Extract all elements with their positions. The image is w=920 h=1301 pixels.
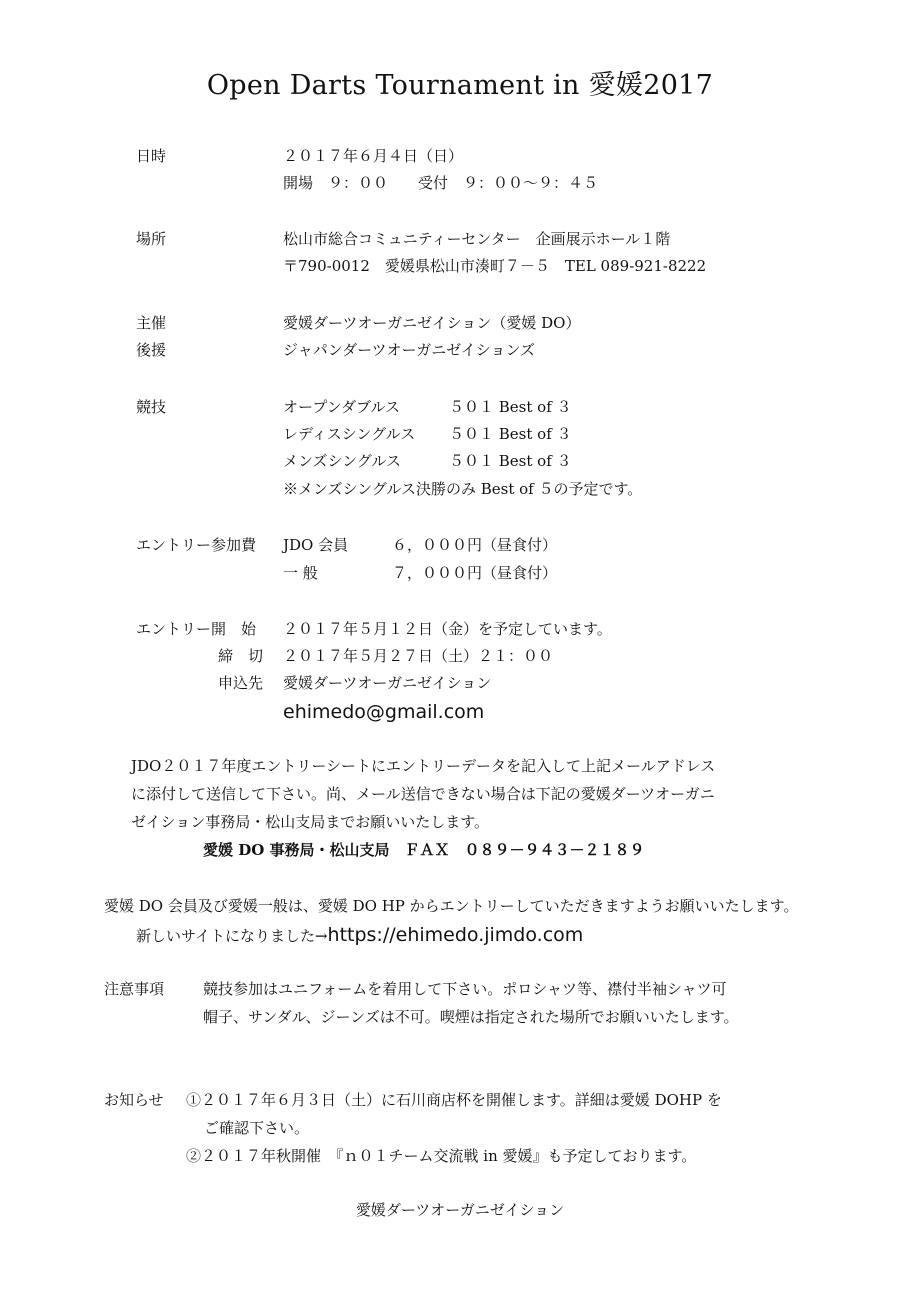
entry-email[interactable]: ehimedo@gmail.com <box>283 701 485 723</box>
event-item-name: メンズシングルス <box>283 452 401 470</box>
event-item-format: ５０１ Best of ３ <box>449 452 572 470</box>
organizer-label: 主催 <box>136 314 167 332</box>
fee-amount: ７，０００円（昼食付） <box>392 564 558 582</box>
members-line: 愛媛 DO 会員及び愛媛一般は、愛媛 DO HP からエントリーしていただきますようお願いいたします。 <box>104 897 799 915</box>
sponsor-value: ジャパンダーツオーガニゼイションズ <box>283 341 536 359</box>
entry-deadline-label: 締 切 <box>218 647 264 665</box>
entry-apply-label: 申込先 <box>218 674 264 692</box>
notice-line: ①２０１７年６月３日（土）に石川商店杯を開催します。詳細は愛媛 DOHP を <box>186 1091 722 1109</box>
fee-label: エントリー参加費 <box>136 536 257 554</box>
fee-type: JDO 会員 <box>283 536 349 554</box>
fax-contact: 愛媛 DO 事務局・松山支局 ＦＡＸ ０８９－９４３－２１８９ <box>203 841 645 859</box>
notes-line: 競技参加はユニフォームを着用して下さい。ポロシャツ等、襟付半袖シャツ可 <box>203 980 727 998</box>
entry-start-label: エントリー開 始 <box>136 620 257 638</box>
entry-start-value: ２０１７年５月１２日（金）を予定しています。 <box>283 620 612 638</box>
entry-apply-value: 愛媛ダーツオーガニゼイション <box>283 674 492 692</box>
sponsor-label: 後援 <box>136 341 167 359</box>
event-item-format: ５０１ Best of ３ <box>449 425 572 443</box>
venue-address: 〒790-0012 愛媛県松山市湊町７－５ TEL 089-921-8222 <box>283 257 707 275</box>
page-title: Open Darts Tournament in 愛媛2017 <box>206 70 714 101</box>
datetime-date: ２０１７年６月４日（日） <box>283 147 464 165</box>
notice-line: ②２０１７年秋開催 『ｎ０１チーム交流戦 in 愛媛』も予定しております。 <box>186 1147 697 1165</box>
site-url-link[interactable]: https://ehimedo.jimdo.com <box>327 924 584 946</box>
members-site <box>136 922 583 949</box>
events-label: 競技 <box>136 398 167 416</box>
organizer-value: 愛媛ダーツオーガニゼイション（愛媛 DO） <box>283 314 581 332</box>
datetime-label: 日時 <box>136 147 167 165</box>
instructions-line: JDO２０１７年度エントリーシートにエントリーデータを記入して上記メールアドレス <box>131 757 716 775</box>
instructions-line: ゼイション事務局・松山支局までお願いいたします。 <box>131 813 490 831</box>
fee-amount: ６，０００円（昼食付） <box>392 536 558 554</box>
venue-name: 松山市総合コミュニティーセンター 企画展示ホール１階 <box>283 230 671 248</box>
entry-deadline-value: ２０１７年５月２７日（土）２１：００ <box>283 647 554 665</box>
instructions-line: に添付して送信して下さい。尚、メール送信できない場合は下記の愛媛ダーツオーガニ <box>131 785 715 803</box>
venue-label: 場所 <box>136 230 167 248</box>
datetime-open: 開場 ９：００ 受付 ９：００〜９：４５ <box>283 174 599 192</box>
notice-line: ご確認下さい。 <box>204 1119 310 1137</box>
notes-line: 帽子、サンダル、ジーンズは不可。喫煙は指定された場所でお願いいたします。 <box>203 1008 739 1026</box>
event-item-name: オープンダブルス <box>283 398 401 416</box>
site-prefix: 新しいサイトになりました→ <box>136 927 328 945</box>
events-note: ※メンズシングルス決勝のみ Best of ５の予定です。 <box>283 480 643 498</box>
event-item-format: ５０１ Best of ３ <box>449 398 572 416</box>
fee-type: 一 般 <box>283 564 318 582</box>
event-item-name: レディスシングルス <box>283 425 416 443</box>
notice-label: お知らせ <box>104 1091 164 1109</box>
footer-organization: 愛媛ダーツオーガニゼイション <box>355 1201 565 1219</box>
notes-label: 注意事項 <box>104 980 165 998</box>
